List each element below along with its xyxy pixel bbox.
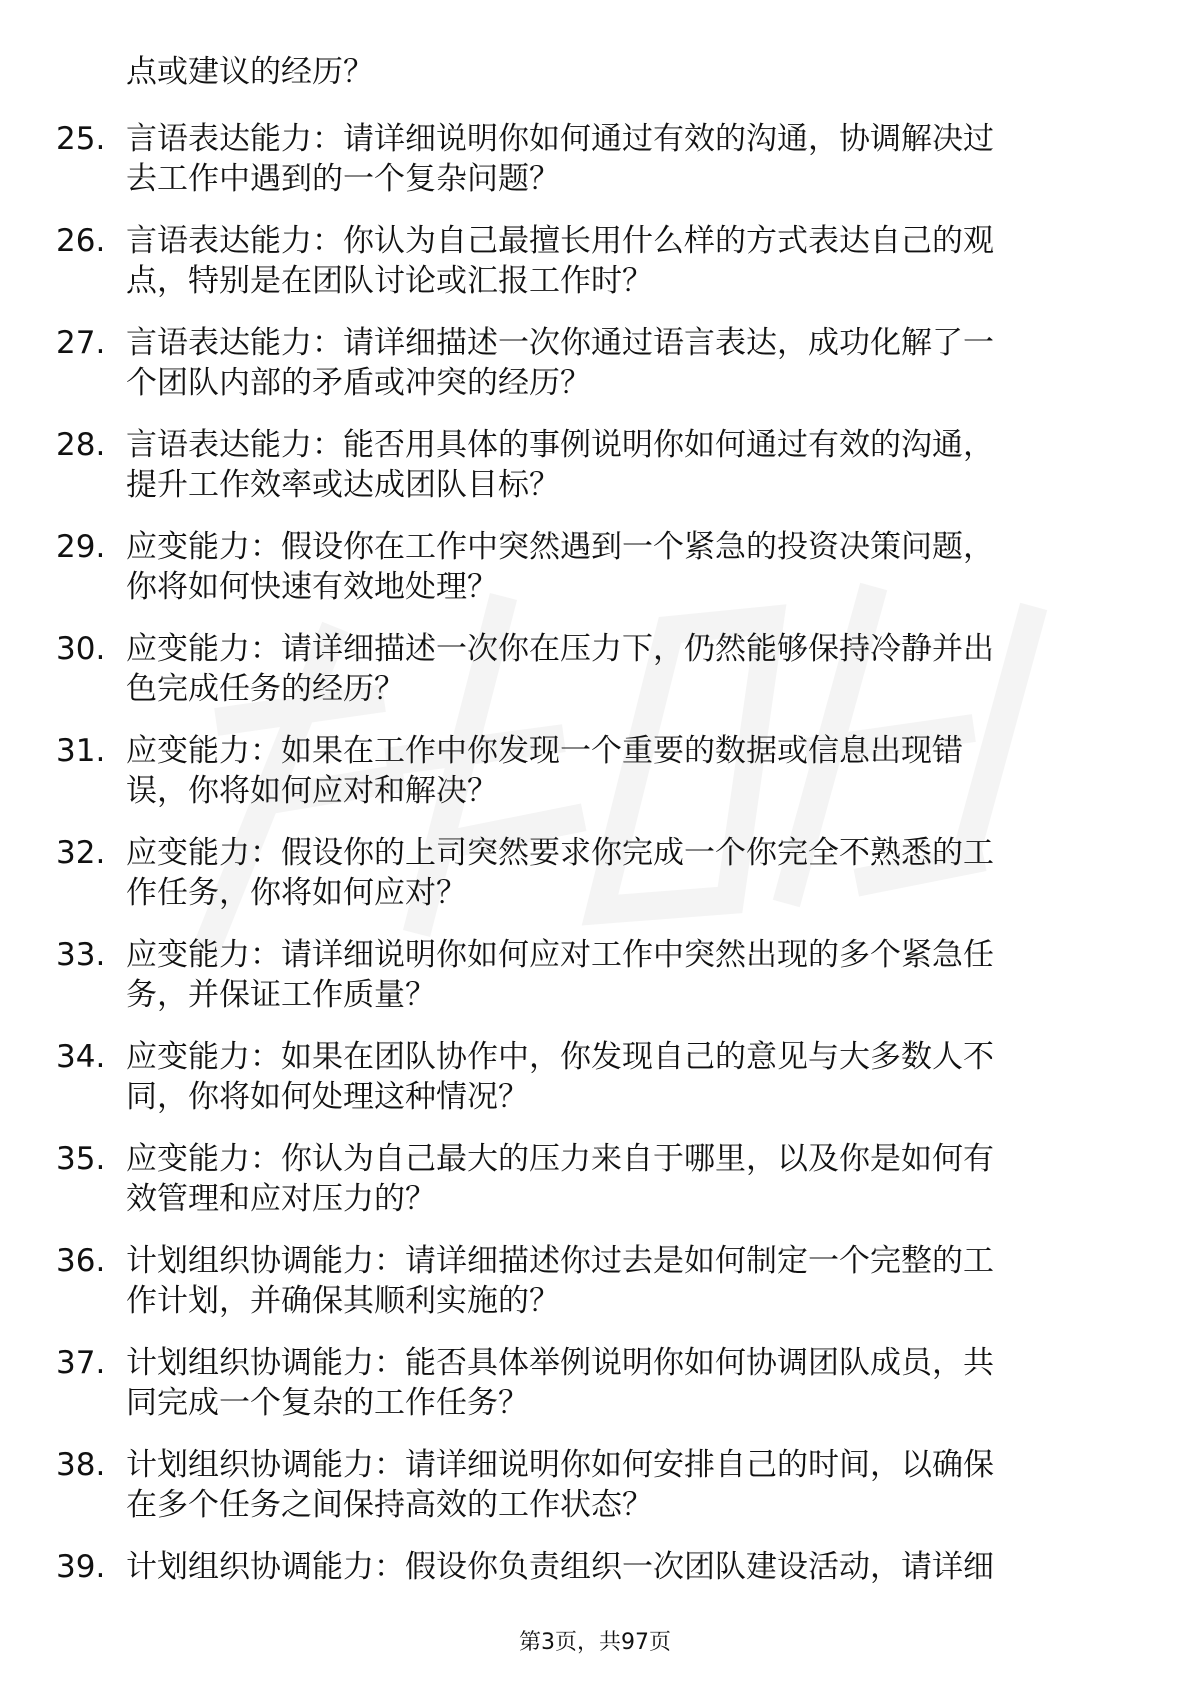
question-text-line: 言语表达能力：你认为自己最擅长用什么样的方式表达自己的观 <box>126 223 994 259</box>
question-text-line: 言语表达能力：请详细说明你如何通过有效的沟通，协调解决过 <box>126 121 994 157</box>
question-number: 25. <box>56 121 106 157</box>
question-text-line: 应变能力：假设你在工作中突然遇到一个紧急的投资决策问题， <box>126 529 994 565</box>
question-text-line: 色完成任务的经历？ <box>126 671 405 707</box>
question-text-line: 应变能力：假设你的上司突然要求你完成一个你完全不熟悉的工 <box>126 835 994 871</box>
question-number: 31. <box>56 733 106 769</box>
question-text-line: 计划组织协调能力：请详细说明你如何安排自己的时间，以确保 <box>126 1447 994 1483</box>
question-number: 39. <box>56 1549 106 1585</box>
question-text-line: 去工作中遇到的一个复杂问题？ <box>126 161 560 197</box>
question-number: 38. <box>56 1447 106 1483</box>
question-number: 29. <box>56 529 106 565</box>
question-text-line: 计划组织协调能力：请详细描述你过去是如何制定一个完整的工 <box>126 1243 994 1279</box>
question-item <box>0 1225 1190 1327</box>
question-number: 37. <box>56 1345 106 1381</box>
question-item <box>0 205 1190 307</box>
question-number: 33. <box>56 937 106 973</box>
question-text-line: 你将如何快速有效地处理？ <box>126 569 498 605</box>
question-item <box>0 919 1190 1021</box>
question-text-line: 应变能力：请详细说明你如何应对工作中突然出现的多个紧急任 <box>126 937 994 973</box>
question-text-line: 误，你将如何应对和解决？ <box>126 773 498 809</box>
question-text-line: 在多个任务之间保持高效的工作状态？ <box>126 1487 653 1523</box>
question-item <box>0 613 1190 715</box>
question-text-line: 个团队内部的矛盾或冲突的经历？ <box>126 365 591 401</box>
question-number: 28. <box>56 427 106 463</box>
question-item <box>0 1021 1190 1123</box>
question-number: 36. <box>56 1243 106 1279</box>
question-text-line: 应变能力：如果在团队协作中，你发现自己的意见与大多数人不 <box>126 1039 994 1075</box>
question-item <box>0 409 1190 511</box>
question-list <box>0 103 1190 1633</box>
question-number: 32. <box>56 835 106 871</box>
question-item <box>0 511 1190 613</box>
question-item <box>0 1327 1190 1429</box>
question-item <box>0 817 1190 919</box>
question-text-line: 计划组织协调能力：能否具体举例说明你如何协调团队成员，共 <box>126 1345 994 1381</box>
question-item <box>0 715 1190 817</box>
question-number: 27. <box>56 325 106 361</box>
page-footer: 第3页，共97页 <box>519 1630 671 1655</box>
question-text-line: 提升工作效率或达成团队目标？ <box>126 467 560 503</box>
question-text-line: 同，你将如何处理这种情况？ <box>126 1079 529 1115</box>
question-text-line: 效管理和应对压力的？ <box>126 1181 436 1217</box>
question-number: 30. <box>56 631 106 667</box>
question-text-line: 务，并保证工作质量？ <box>126 977 436 1013</box>
continuation-text: 点或建议的经历？ <box>126 54 374 90</box>
question-text-line: 作任务，你将如何应对？ <box>126 875 467 911</box>
question-item <box>0 1123 1190 1225</box>
question-text-line: 点，特别是在团队讨论或汇报工作时？ <box>126 263 653 299</box>
question-text-line: 应变能力：你认为自己最大的压力来自于哪里，以及你是如何有 <box>126 1141 994 1177</box>
question-text-line: 同完成一个复杂的工作任务？ <box>126 1385 529 1421</box>
question-number: 34. <box>56 1039 106 1075</box>
question-text-line: 言语表达能力：能否用具体的事例说明你如何通过有效的沟通， <box>126 427 994 463</box>
question-number: 26. <box>56 223 106 259</box>
question-text-line: 言语表达能力：请详细描述一次你通过语言表达，成功化解了一 <box>126 325 994 361</box>
question-item <box>0 1429 1190 1531</box>
question-text-line: 应变能力：如果在工作中你发现一个重要的数据或信息出现错 <box>126 733 963 769</box>
question-text-line: 计划组织协调能力：假设你负责组织一次团队建设活动，请详细 <box>126 1549 994 1585</box>
question-item <box>0 307 1190 409</box>
question-item <box>0 103 1190 205</box>
question-text-line: 应变能力：请详细描述一次你在压力下，仍然能够保持冷静并出 <box>126 631 994 667</box>
question-item <box>0 1531 1190 1633</box>
question-text-line: 作计划，并确保其顺利实施的？ <box>126 1283 560 1319</box>
question-number: 35. <box>56 1141 106 1177</box>
